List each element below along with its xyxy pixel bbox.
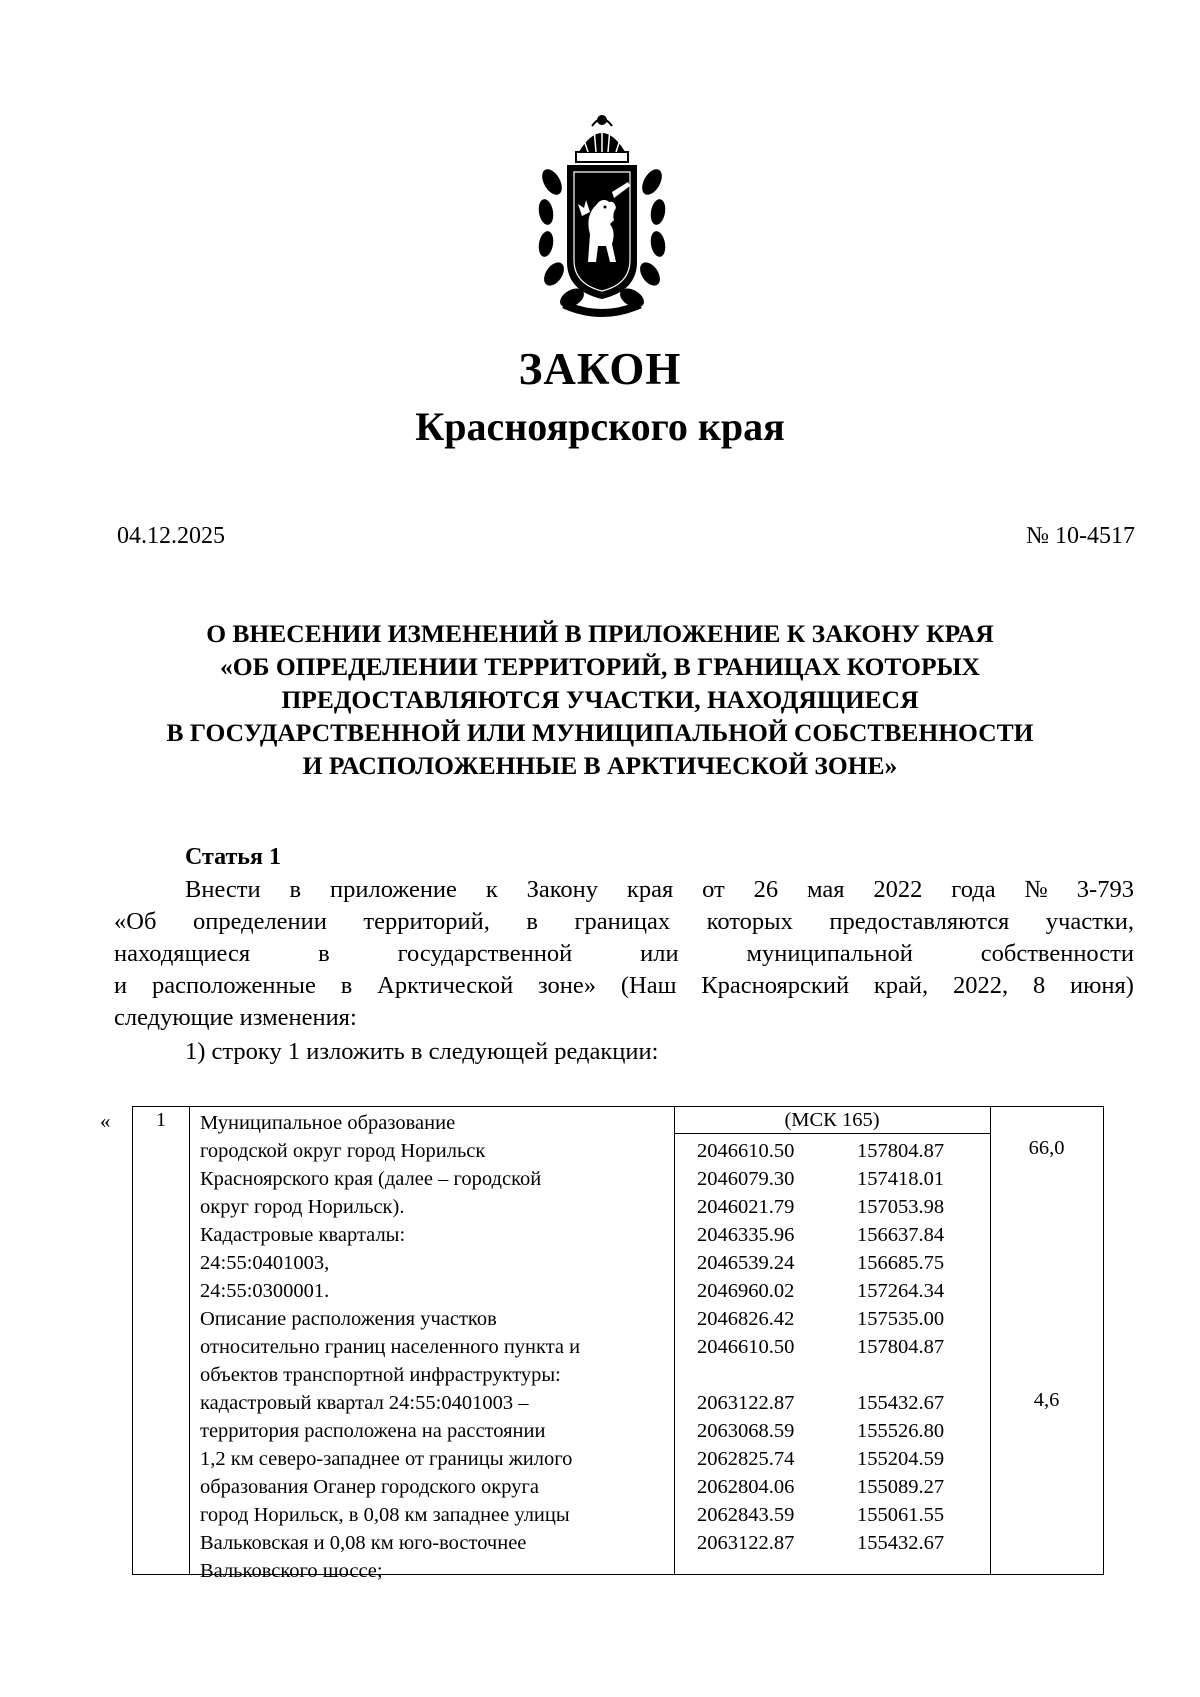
paragraph-line — [114, 938, 1134, 970]
x-coordinate: 2046079.30 — [697, 1168, 795, 1190]
description-line: 24:55:0300001. — [200, 1280, 330, 1302]
x-coordinate: 2062843.59 — [697, 1504, 795, 1526]
y-coordinate: 155526.80 — [857, 1420, 945, 1442]
territory-description — [200, 1109, 580, 1585]
heading-line: ПРЕДОСТАВЛЯЮТСЯ УЧАСТКИ, НАХОДЯЩИЕСЯ — [281, 685, 919, 714]
paragraph-line — [114, 874, 1134, 906]
y-coordinate: 157804.87 — [857, 1336, 945, 1358]
y-coordinates-column — [857, 1137, 944, 1557]
x-coordinate: 2046610.50 — [697, 1336, 795, 1358]
krasnoyarsk-coat-of-arms-emblem — [532, 112, 672, 326]
x-coordinate: 2062804.06 — [697, 1476, 795, 1498]
paragraph-word: 2022, — [952, 972, 1009, 999]
y-coordinate: 155432.67 — [857, 1392, 945, 1414]
document-subtitle: Красноярского края — [415, 404, 785, 449]
heading-line: «ОБ ОПРЕДЕЛЕНИИ ТЕРРИТОРИЙ, В ГРАНИЦАХ КОТОРЫХ — [220, 652, 980, 681]
description-line: относительно границ населенного пункта и — [200, 1336, 581, 1358]
description-line: Вальковская и 0,08 км юго-восточнее — [200, 1532, 527, 1554]
y-coordinate-spacer — [857, 1361, 944, 1389]
paragraph-word: от — [702, 876, 725, 903]
paragraph-word: определении — [192, 908, 327, 935]
paragraph-word: в — [289, 876, 302, 903]
paragraph-word: Закону — [526, 876, 599, 903]
x-coordinate: 2063122.87 — [697, 1532, 795, 1554]
description-line: Муниципальное образование — [200, 1112, 456, 1134]
paragraph-word: года — [951, 876, 996, 903]
y-coordinate: 157264.34 — [857, 1280, 945, 1302]
y-coordinate: 155204.59 — [857, 1448, 945, 1470]
description-line: городской округ город Норильск — [200, 1140, 486, 1162]
description-line: образования Оганер городского округа — [200, 1476, 539, 1498]
paragraph-line: следующие изменения: — [114, 1004, 357, 1031]
description-line: территория расположена на расстоянии — [200, 1420, 546, 1442]
x-coordinate: 2046021.79 — [697, 1196, 795, 1218]
paragraph-word: мая — [807, 876, 845, 903]
description-line: Красноярского края (далее – городской — [200, 1168, 542, 1190]
y-coordinate: 155061.55 — [857, 1504, 945, 1526]
x-coordinate: 2063122.87 — [697, 1392, 795, 1414]
heading-line: И РАСПОЛОЖЕННЫЕ В АРКТИЧЕСКОЙ ЗОНЕ» — [302, 751, 898, 780]
description-line: округ город Норильск). — [200, 1196, 405, 1218]
paragraph-word: 2022 — [873, 876, 923, 903]
x-coordinate: 2063068.59 — [697, 1420, 795, 1442]
table-column-divider — [990, 1107, 991, 1574]
paragraph-word: 3-793 — [1076, 876, 1134, 903]
table-column-divider — [189, 1107, 190, 1574]
x-coordinate: 2046960.02 — [697, 1280, 795, 1302]
coordinate-header-divider — [674, 1133, 990, 1134]
area-value-2: 4,6 — [1033, 1389, 1060, 1411]
paragraph-word: 8 — [1032, 972, 1046, 999]
description-line: Кадастровые кварталы: — [200, 1224, 406, 1246]
description-line: Вальковского шоссе; — [200, 1560, 383, 1582]
paragraph-word: зоне» — [538, 972, 597, 999]
description-line: Описание расположения участков — [200, 1308, 497, 1330]
x-coordinate: 2046539.24 — [697, 1252, 795, 1274]
description-line: объектов транспортной инфраструктуры: — [200, 1364, 561, 1386]
paragraph-word: которых — [706, 908, 793, 935]
y-coordinate: 157804.87 — [857, 1140, 945, 1162]
paragraph-word: участки, — [1045, 908, 1134, 935]
article-paragraph — [114, 874, 1134, 1034]
paragraph-word: № — [1024, 876, 1048, 903]
x-coordinate: 2046610.50 — [697, 1140, 795, 1162]
x-coordinate-spacer — [697, 1361, 794, 1389]
area-value-1: 66,0 — [1028, 1137, 1065, 1159]
description-line: кадастровый квартал 24:55:0401003 – — [200, 1392, 529, 1414]
paragraph-word: 26 — [753, 876, 779, 903]
table-column-divider — [674, 1107, 675, 1574]
description-line: 24:55:0401003, — [200, 1252, 330, 1274]
paragraph-word: к — [485, 876, 498, 903]
paragraph-word: собственности — [980, 940, 1134, 967]
paragraph-line — [114, 970, 1134, 1002]
paragraph-word: и — [114, 972, 128, 999]
paragraph-word: в — [318, 940, 330, 967]
paragraph-word: государственной — [397, 940, 573, 967]
paragraph-word: границах — [574, 908, 671, 935]
document-date: 04.12.2025 — [117, 523, 225, 549]
x-coordinate: 2046826.42 — [697, 1308, 795, 1330]
description-line: город Норильск, в 0,08 км западнее улицы — [200, 1504, 570, 1526]
law-heading — [120, 617, 1080, 782]
paragraph-word: Внести — [185, 876, 261, 903]
amendment-table — [132, 1106, 1104, 1582]
paragraph-word: в — [526, 908, 538, 935]
paragraph-word: в — [340, 972, 353, 999]
y-coordinate: 155089.27 — [857, 1476, 945, 1498]
description-line: 1,2 км северо-западнее от границы жилого — [200, 1448, 573, 1470]
paragraph-word: Арктической — [377, 972, 514, 999]
x-coordinates-column — [697, 1137, 794, 1557]
paragraph-word: муниципальной — [746, 940, 913, 967]
x-coordinate: 2046335.96 — [697, 1224, 795, 1246]
table-row-number: 1 — [155, 1109, 167, 1131]
paragraph-word: июня) — [1070, 972, 1134, 999]
y-coordinate: 155432.67 — [857, 1532, 945, 1554]
y-coordinate: 156637.84 — [857, 1224, 945, 1246]
amendment-item-1: 1) строку 1 изложить в следующей редакции: — [185, 1038, 659, 1065]
paragraph-word: Красноярский — [701, 972, 850, 999]
paragraph-word: или — [640, 940, 679, 967]
document-title: ЗАКОН — [518, 344, 682, 394]
paragraph-word: предоставляются — [829, 908, 1010, 935]
paragraph-word: приложение — [330, 876, 457, 903]
y-coordinate: 156685.75 — [857, 1252, 945, 1274]
document-number: № 10-4517 — [1026, 523, 1135, 549]
paragraph-word: находящиеся — [114, 940, 251, 967]
paragraph-word: (Наш — [620, 972, 677, 999]
paragraph-word: территорий, — [363, 908, 490, 935]
heading-line: О ВНЕСЕНИИ ИЗМЕНЕНИЙ В ПРИЛОЖЕНИЕ К ЗАКОНУ КРАЯ — [206, 619, 994, 648]
y-coordinate: 157535.00 — [857, 1308, 945, 1330]
open-quote-mark: « — [100, 1109, 111, 1133]
y-coordinate: 157053.98 — [857, 1196, 945, 1218]
paragraph-line — [114, 906, 1134, 938]
coordinate-system-label: (МСК 165) — [784, 1109, 880, 1131]
article-title: Статья 1 — [185, 844, 281, 870]
paragraph-word: «Об — [114, 908, 157, 935]
paragraph-word: край, — [873, 972, 929, 999]
x-coordinate: 2062825.74 — [697, 1448, 795, 1470]
paragraph-word: расположенные — [151, 972, 316, 999]
y-coordinate: 157418.01 — [857, 1168, 945, 1190]
paragraph-word: края — [626, 876, 674, 903]
heading-line: В ГОСУДАРСТВЕННОЙ ИЛИ МУНИЦИПАЛЬНОЙ СОБСТВЕННОСТИ — [166, 718, 1034, 747]
